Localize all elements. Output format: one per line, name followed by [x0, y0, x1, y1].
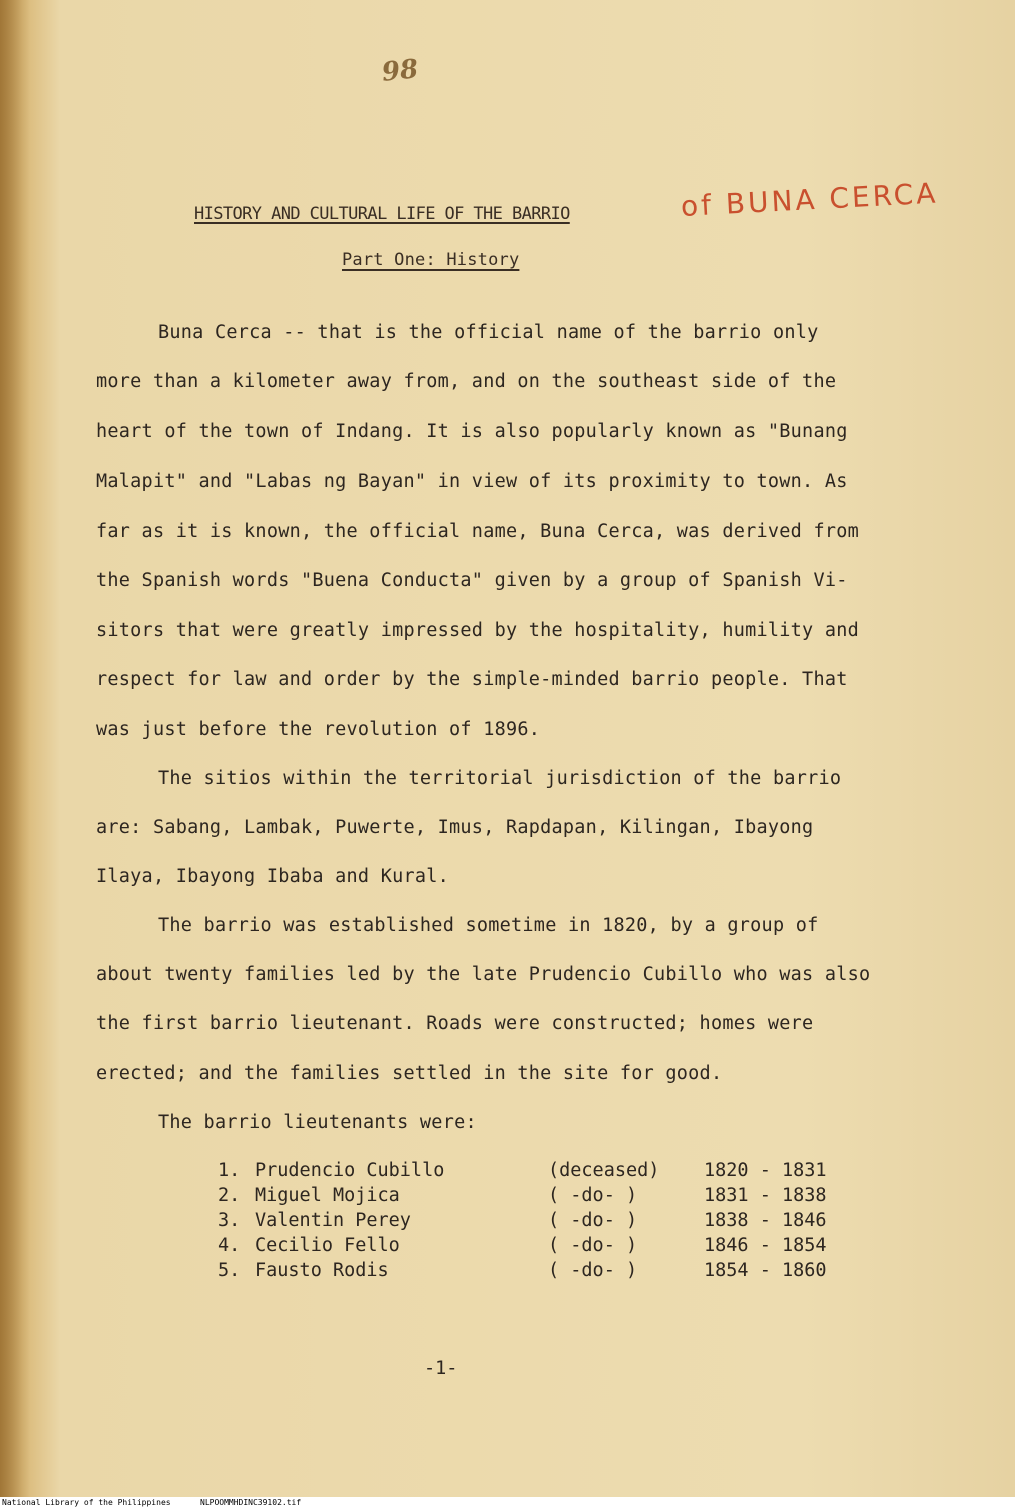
section-subtitle: Part One: History	[342, 250, 520, 270]
paragraph1-line: far as it is known, the official name, Buna Cerca, was derived from	[96, 521, 859, 542]
lieutenant-years: 1831 - 1838	[704, 1185, 827, 1206]
paragraph2-line: The sitios within the territorial jurisdiction of the barrio	[158, 768, 842, 789]
lieutenants-intro: The barrio lieutenants were:	[158, 1112, 477, 1133]
lieutenant-years: 1854 - 1860	[704, 1260, 827, 1281]
lieutenant-status: ( -do- )	[548, 1210, 638, 1231]
item-number: 2.	[218, 1185, 241, 1206]
paragraph1-line: Buna Cerca -- that is the official name of the barrio only	[158, 322, 819, 343]
item-number: 1.	[218, 1160, 241, 1181]
lieutenant-name: Fausto Rodis	[255, 1260, 389, 1281]
scan-library-label: National Library of the Philippines	[2, 1498, 171, 1507]
scan-file-label: NLPOOMMHDINC39102.tif	[200, 1498, 302, 1507]
page-edge-shadow	[0, 0, 30, 1497]
lieutenant-name: Prudencio Cubillo	[255, 1160, 445, 1181]
lieutenant-name: Cecilio Fello	[255, 1235, 400, 1256]
lieutenant-status: (deceased)	[548, 1160, 660, 1181]
lieutenant-status: ( -do- )	[548, 1235, 638, 1256]
paragraph3-line: about twenty families led by the late Prudencio Cubillo who was also	[96, 964, 871, 985]
paragraph1-line: Malapit" and "Labas ng Bayan" in view of its proximity to town. As	[96, 471, 848, 492]
lieutenant-years: 1820 - 1831	[704, 1160, 827, 1181]
paragraph1-line: heart of the town of Indang. It is also popularly known as "Bunang	[96, 421, 848, 442]
paragraph1-line: was just before the revolution of 1896.	[96, 719, 541, 740]
lieutenant-years: 1846 - 1854	[704, 1235, 827, 1256]
item-number: 4.	[218, 1235, 241, 1256]
paragraph3-line: the first barrio lieutenant. Roads were constructed; homes were	[96, 1013, 814, 1034]
document-title: HISTORY AND CULTURAL LIFE OF THE BARRIO	[194, 204, 570, 224]
item-number: 3.	[218, 1210, 241, 1231]
item-number: 5.	[218, 1260, 241, 1281]
handwritten-page-number: 98	[380, 54, 420, 88]
page-footer-number: -1-	[424, 1358, 458, 1379]
paragraph2-line: are: Sabang, Lambak, Puwerte, Imus, Rapdapan, Kilingan, Ibayong	[96, 817, 814, 838]
paragraph1-line: more than a kilometer away from, and on the southeast side of the	[96, 371, 837, 392]
scan-footer-bar	[0, 1497, 1015, 1508]
paragraph3-line: The barrio was established sometime in 1820, by a group of	[158, 915, 819, 936]
paragraph1-line: sitors that were greatly impressed by the hospitality, humility and	[96, 620, 859, 641]
lieutenant-status: ( -do- )	[548, 1260, 638, 1281]
lieutenant-status: ( -do- )	[548, 1185, 638, 1206]
paragraph1-line: respect for law and order by the simple-minded barrio people. That	[96, 669, 848, 690]
lieutenant-name: Miguel Mojica	[255, 1185, 400, 1206]
lieutenant-years: 1838 - 1846	[704, 1210, 827, 1231]
lieutenant-name: Valentin Perey	[255, 1210, 411, 1231]
handwritten-title-annotation: of BUNA CERCA	[680, 176, 940, 223]
paragraph1-line: the Spanish words "Buena Conducta" given by a group of Spanish Vi-	[96, 570, 848, 591]
paragraph3-line: erected; and the families settled in the site for good.	[96, 1063, 723, 1084]
paragraph2-line: Ilaya, Ibayong Ibaba and Kural.	[96, 866, 450, 887]
